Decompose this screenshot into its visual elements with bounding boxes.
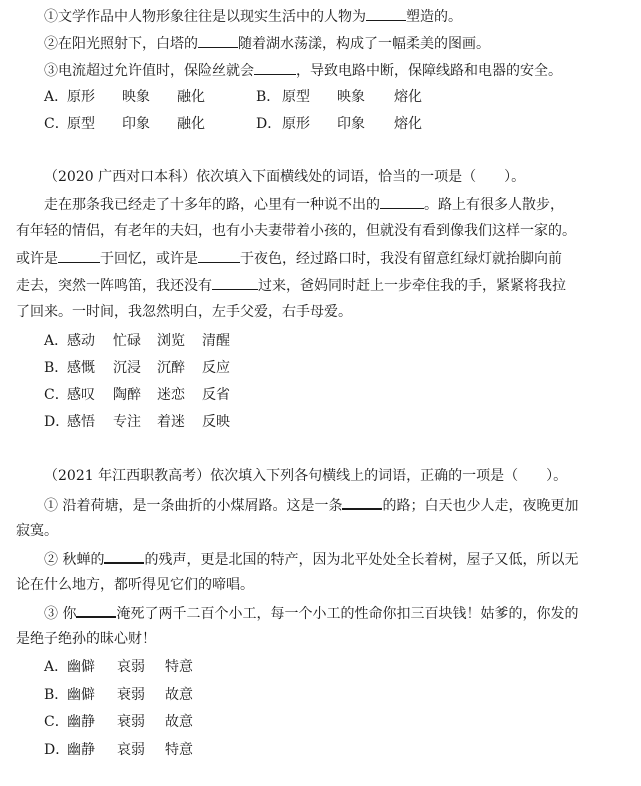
item-text: 的残声，更是北国的特产，因为北平处处全长着树，屋子又低，所以无 bbox=[144, 552, 579, 568]
option-word: 沉浸 bbox=[113, 360, 141, 376]
q1-item-1-before: ①文学作品中人物形象往往是以现实生活中的人物为 bbox=[44, 9, 366, 25]
option-word: 幽僻 bbox=[67, 659, 95, 675]
option-word: 反应 bbox=[202, 360, 230, 376]
option-word: 原型 bbox=[67, 116, 95, 132]
option-letter: C． bbox=[44, 387, 69, 403]
q2-option-b bbox=[44, 358, 344, 378]
option-word: 融化 bbox=[177, 89, 205, 105]
q3-option-a bbox=[44, 657, 244, 677]
q3-stem: （2021 年江西职教高考）依次填入下列各句横线上的词语，正确的一项是（ ）。 bbox=[44, 468, 568, 484]
option-word: 印象 bbox=[337, 116, 365, 132]
item-text: 淹死了两千二百个小工，每一个小工的性命你扣三百块钱！姑爹的，你发的 bbox=[116, 606, 579, 622]
passage-text: 了回来。一时间，我忽然明白，左手父爱，右手母爱。 bbox=[16, 304, 352, 320]
option-word: 沉醉 bbox=[157, 360, 185, 376]
q1-item-3-before: ③电流超过允许值时，保险丝就会 bbox=[44, 63, 254, 79]
option-word: 感动 bbox=[67, 333, 95, 349]
passage-text: 走去，突然一阵鸣笛，我还没有 bbox=[16, 278, 212, 294]
answer-blank bbox=[58, 248, 100, 263]
option-letter: B． bbox=[44, 360, 69, 376]
option-word: 融化 bbox=[177, 116, 205, 132]
item-text: 的路；白天也少人走，夜晚更加 bbox=[382, 498, 579, 514]
q3-option-b bbox=[44, 685, 244, 705]
answer-blank bbox=[342, 494, 382, 510]
option-word: 映象 bbox=[122, 89, 150, 105]
option-word: 反映 bbox=[202, 414, 230, 430]
option-word: 原形 bbox=[282, 116, 310, 132]
q3-option-c bbox=[44, 712, 244, 732]
item-text: ③ 你 bbox=[44, 606, 77, 622]
answer-blank bbox=[198, 33, 238, 48]
answer-blank bbox=[104, 548, 144, 564]
q2-passage-line-4 bbox=[16, 275, 566, 295]
q3-item-3-line-2: 是绝子绝孙的昧心财！ bbox=[16, 631, 156, 647]
option-letter: D． bbox=[44, 742, 70, 758]
passage-text: 过来，爸妈同时赶上一步牵住我的手，紧紧将我拉 bbox=[258, 278, 566, 294]
q3-option-d bbox=[44, 740, 244, 760]
q1-item-2-after: 随着湖水荡漾，构成了一幅柔美的图画。 bbox=[238, 36, 490, 52]
q2-passage-line-5 bbox=[16, 302, 352, 322]
option-word: 浏览 bbox=[157, 333, 185, 349]
option-word: 特意 bbox=[165, 659, 193, 675]
answer-blank bbox=[366, 6, 406, 21]
option-word: 印象 bbox=[122, 116, 150, 132]
option-letter: A． bbox=[44, 89, 69, 105]
option-word: 原形 bbox=[67, 89, 95, 105]
q1-item-3 bbox=[44, 60, 562, 80]
q2-passage-line-1 bbox=[44, 194, 564, 214]
option-word: 幽静 bbox=[67, 714, 95, 730]
option-letter: B． bbox=[256, 89, 281, 105]
option-word: 衰弱 bbox=[117, 714, 145, 730]
q2-option-d bbox=[44, 412, 344, 432]
option-word: 衰弱 bbox=[117, 687, 145, 703]
option-word: 故意 bbox=[165, 687, 193, 703]
item-text: ① 沿着荷塘，是一条曲折的小煤屑路。这是一条 bbox=[44, 498, 343, 514]
q3-item-1-line-2: 寂寞。 bbox=[16, 523, 58, 539]
option-word: 感悟 bbox=[67, 414, 95, 430]
q1-item-2 bbox=[44, 33, 490, 53]
option-letter: B． bbox=[44, 687, 69, 703]
option-word: 熔化 bbox=[394, 89, 422, 105]
option-word: 哀弱 bbox=[117, 742, 145, 758]
q2-option-a bbox=[44, 331, 344, 351]
option-word: 忙碌 bbox=[113, 333, 141, 349]
answer-blank bbox=[212, 275, 258, 290]
option-letter: D． bbox=[44, 414, 70, 430]
q3-item-2-line-1 bbox=[44, 548, 578, 568]
option-word: 专注 bbox=[113, 414, 141, 430]
q1-options-row-1 bbox=[44, 87, 464, 107]
answer-blank bbox=[198, 248, 240, 263]
option-word: 反省 bbox=[202, 387, 230, 403]
passage-text: 走在那条我已经走了十多年的路，心里有一种说不出的 bbox=[44, 197, 380, 213]
item-text: ② 秋蝉的 bbox=[44, 552, 105, 568]
option-word: 幽静 bbox=[67, 742, 95, 758]
option-word: 哀弱 bbox=[117, 659, 145, 675]
passage-text: 于回忆，或许是 bbox=[100, 251, 198, 267]
q1-item-1 bbox=[44, 6, 462, 26]
passage-text: 。路上有很多人散步， bbox=[424, 197, 564, 213]
q1-item-2-before: ②在阳光照射下，白塔的 bbox=[44, 36, 198, 52]
q2-passage-line-3 bbox=[16, 248, 562, 268]
option-letter: C． bbox=[44, 116, 69, 132]
q3-item-2-line-2: 论在什么地方，都听得见它们的啼唱。 bbox=[16, 577, 254, 593]
option-word: 原型 bbox=[282, 89, 310, 105]
option-letter: C． bbox=[44, 714, 69, 730]
q1-item-3-after: ，导致电路中断，保障线路和电器的安全。 bbox=[296, 63, 562, 79]
option-letter: D． bbox=[256, 116, 282, 132]
q2-stem: （2020 广西对口本科）依次填入下面横线处的词语，恰当的一项是（ ）。 bbox=[44, 169, 526, 185]
option-word: 迷恋 bbox=[157, 387, 185, 403]
option-word: 清醒 bbox=[202, 333, 230, 349]
answer-blank bbox=[76, 602, 116, 618]
answer-blank bbox=[380, 194, 424, 209]
option-word: 感叹 bbox=[67, 387, 95, 403]
passage-text: 于夜色，经过路口时，我没有留意红绿灯就抬脚向前 bbox=[240, 251, 562, 267]
option-word: 着迷 bbox=[157, 414, 185, 430]
passage-text: 或许是 bbox=[16, 251, 58, 267]
option-word: 特意 bbox=[165, 742, 193, 758]
option-letter: A． bbox=[44, 659, 69, 675]
q1-options-row-2 bbox=[44, 114, 464, 134]
answer-blank bbox=[254, 60, 296, 75]
q3-item-3-line-1 bbox=[44, 602, 578, 622]
q3-item-1-line-1 bbox=[44, 494, 578, 514]
option-word: 熔化 bbox=[394, 116, 422, 132]
option-word: 陶醉 bbox=[113, 387, 141, 403]
option-letter: A． bbox=[44, 333, 69, 349]
passage-text: 有年轻的情侣，有老年的夫妇，也有小夫妻带着小孩的，但就没有看到像我们这样一家的。 bbox=[16, 223, 576, 239]
q2-option-c bbox=[44, 385, 344, 405]
q1-item-1-after: 塑造的。 bbox=[406, 9, 462, 25]
option-word: 感慨 bbox=[67, 360, 95, 376]
option-word: 映象 bbox=[337, 89, 365, 105]
option-word: 故意 bbox=[165, 714, 193, 730]
option-word: 幽僻 bbox=[67, 687, 95, 703]
q2-passage-line-2 bbox=[16, 221, 576, 241]
